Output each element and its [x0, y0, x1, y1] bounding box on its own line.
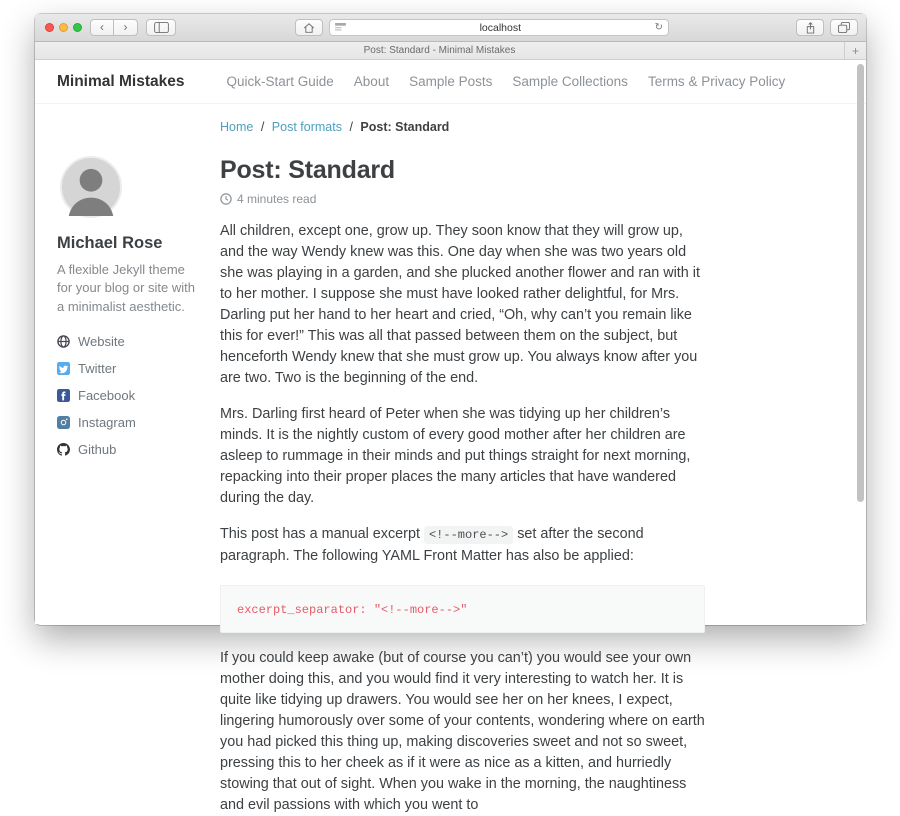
tab-title: Post: Standard - Minimal Mistakes [363, 45, 516, 56]
home-icon [303, 22, 315, 34]
facebook-link[interactable]: Facebook [78, 388, 136, 404]
back-button[interactable] [90, 19, 114, 36]
paragraph-3 [220, 524, 705, 567]
instagram-link[interactable]: Instagram [78, 415, 136, 431]
list-item [57, 442, 220, 457]
author-sidebar [57, 156, 220, 816]
person-silhouette-icon [62, 158, 120, 216]
home-button[interactable] [295, 19, 323, 36]
list-item [57, 388, 220, 403]
window-controls [45, 23, 82, 32]
nav-sample-collections[interactable]: Sample Collections [512, 74, 628, 89]
list-item [57, 361, 220, 376]
post-article [220, 156, 705, 816]
facebook-icon [57, 389, 70, 402]
paragraph-1: All children, except one, grow up. They soon know that they will grow up, and the way Wendy knew was this. One day when she was two years old she was playing in a garden, and she plucked another flower and ran with it to her mother. I suppose she must have looked rather delightful, for Mrs. Darling put her hand to her heart and cried, “Oh, why can’t you remain like this for ever!” This was all that passed between them on the subject, but henceforth Wendy knew that she must grow up. You always know after you are two. Two is the beginning of the end. [220, 223, 700, 386]
history-nav-group [90, 19, 138, 36]
site-masthead [35, 60, 866, 104]
twitter-icon [57, 362, 70, 375]
nav-terms-privacy[interactable]: Terms & Privacy Policy [647, 74, 786, 89]
browser-tab[interactable] [35, 42, 844, 59]
breadcrumb-separator: / [260, 120, 265, 134]
close-window-button[interactable] [45, 23, 54, 32]
sidebar-icon [154, 22, 169, 33]
tab-bar [35, 42, 866, 60]
github-link[interactable]: Github [78, 442, 117, 458]
twitter-link[interactable]: Twitter [78, 361, 117, 377]
code-block-text: excerpt_separator: "<!--more-->" [237, 603, 468, 617]
browser-window [35, 14, 866, 813]
forward-icon: › [123, 19, 128, 34]
clock-icon [220, 193, 232, 205]
paragraph-3-text: This post has a manual excerpt [220, 526, 424, 542]
site-title-link[interactable]: Minimal Mistakes [57, 72, 185, 90]
page-viewport [35, 60, 866, 813]
tabs-overview-icon [838, 22, 850, 33]
read-time: 4 minutes read [237, 192, 317, 206]
breadcrumb [220, 120, 866, 134]
author-bio: A flexible Jekyll theme for your blog or site with a minimalist aesthetic. [57, 262, 196, 314]
list-item [57, 334, 220, 349]
inline-code-more-tag: <!--more--> [424, 526, 513, 544]
author-links [57, 334, 220, 457]
globe-icon [57, 335, 70, 348]
website-link[interactable]: Website [78, 334, 125, 350]
nav-about[interactable]: About [353, 74, 390, 89]
github-icon [57, 443, 70, 456]
nav-quick-start-guide[interactable]: Quick-Start Guide [226, 74, 334, 89]
breadcrumb-home-link[interactable]: Home [220, 120, 254, 134]
post-meta [220, 192, 705, 206]
forward-button[interactable] [114, 19, 138, 36]
minimize-window-button[interactable] [59, 23, 68, 32]
breadcrumb-current: Post: Standard [360, 120, 450, 134]
url-text: localhost [479, 21, 522, 34]
breadcrumb-separator: / [349, 120, 353, 134]
page-content [35, 104, 866, 816]
share-button[interactable] [796, 19, 824, 36]
browser-toolbar [35, 14, 866, 42]
yaml-code-block [220, 585, 705, 633]
sidebar-toggle-button[interactable] [146, 19, 176, 36]
paragraph-3-text: set after the second paragraph. The following YAML Front Matter has also be applied: [220, 526, 644, 564]
tabs-button[interactable] [830, 19, 858, 36]
post-title: Post: Standard [220, 156, 395, 184]
share-icon [805, 22, 816, 34]
author-name: Michael Rose [57, 234, 163, 252]
back-icon: ‹ [100, 19, 104, 34]
toolbar-right-buttons [796, 19, 858, 36]
instagram-icon [57, 416, 70, 429]
avatar [60, 156, 122, 218]
nav-sample-posts[interactable]: Sample Posts [409, 74, 493, 89]
scrollbar[interactable] [857, 64, 864, 502]
reader-icon [335, 19, 346, 37]
breadcrumb-post-formats-link[interactable]: Post formats [271, 120, 342, 134]
new-tab-button[interactable]: + [844, 42, 866, 59]
list-item [57, 415, 220, 430]
paragraph-4: If you could keep awake (but of course you can’t) you would see your own mother doing this, and you would find it very interesting to watch her. It is quite like tidying up drawers. You would see her on her knees, I expect, lingering humorously over some of your contents, wondering where on earth you had picked this thing up, making discoveries sweet and not so sweet, pressing this to her cheek as if it were as nice as a kitten, and hurriedly stowing that out of sight. When you wake in the morning, the naughtiness and evil passions with which you went to [220, 650, 705, 813]
address-bar[interactable] [329, 19, 669, 36]
site-nav [227, 74, 786, 89]
zoom-window-button[interactable] [73, 23, 82, 32]
paragraph-2: Mrs. Darling first heard of Peter when she was tidying up her children’s minds. It is the nightly custom of every good mother after her children are asleep to rummage in their minds and put things straight for next morning, repacking into their proper places the many articles that have wandered during the day. [220, 406, 691, 506]
refresh-icon[interactable]: ↻ [654, 22, 663, 33]
